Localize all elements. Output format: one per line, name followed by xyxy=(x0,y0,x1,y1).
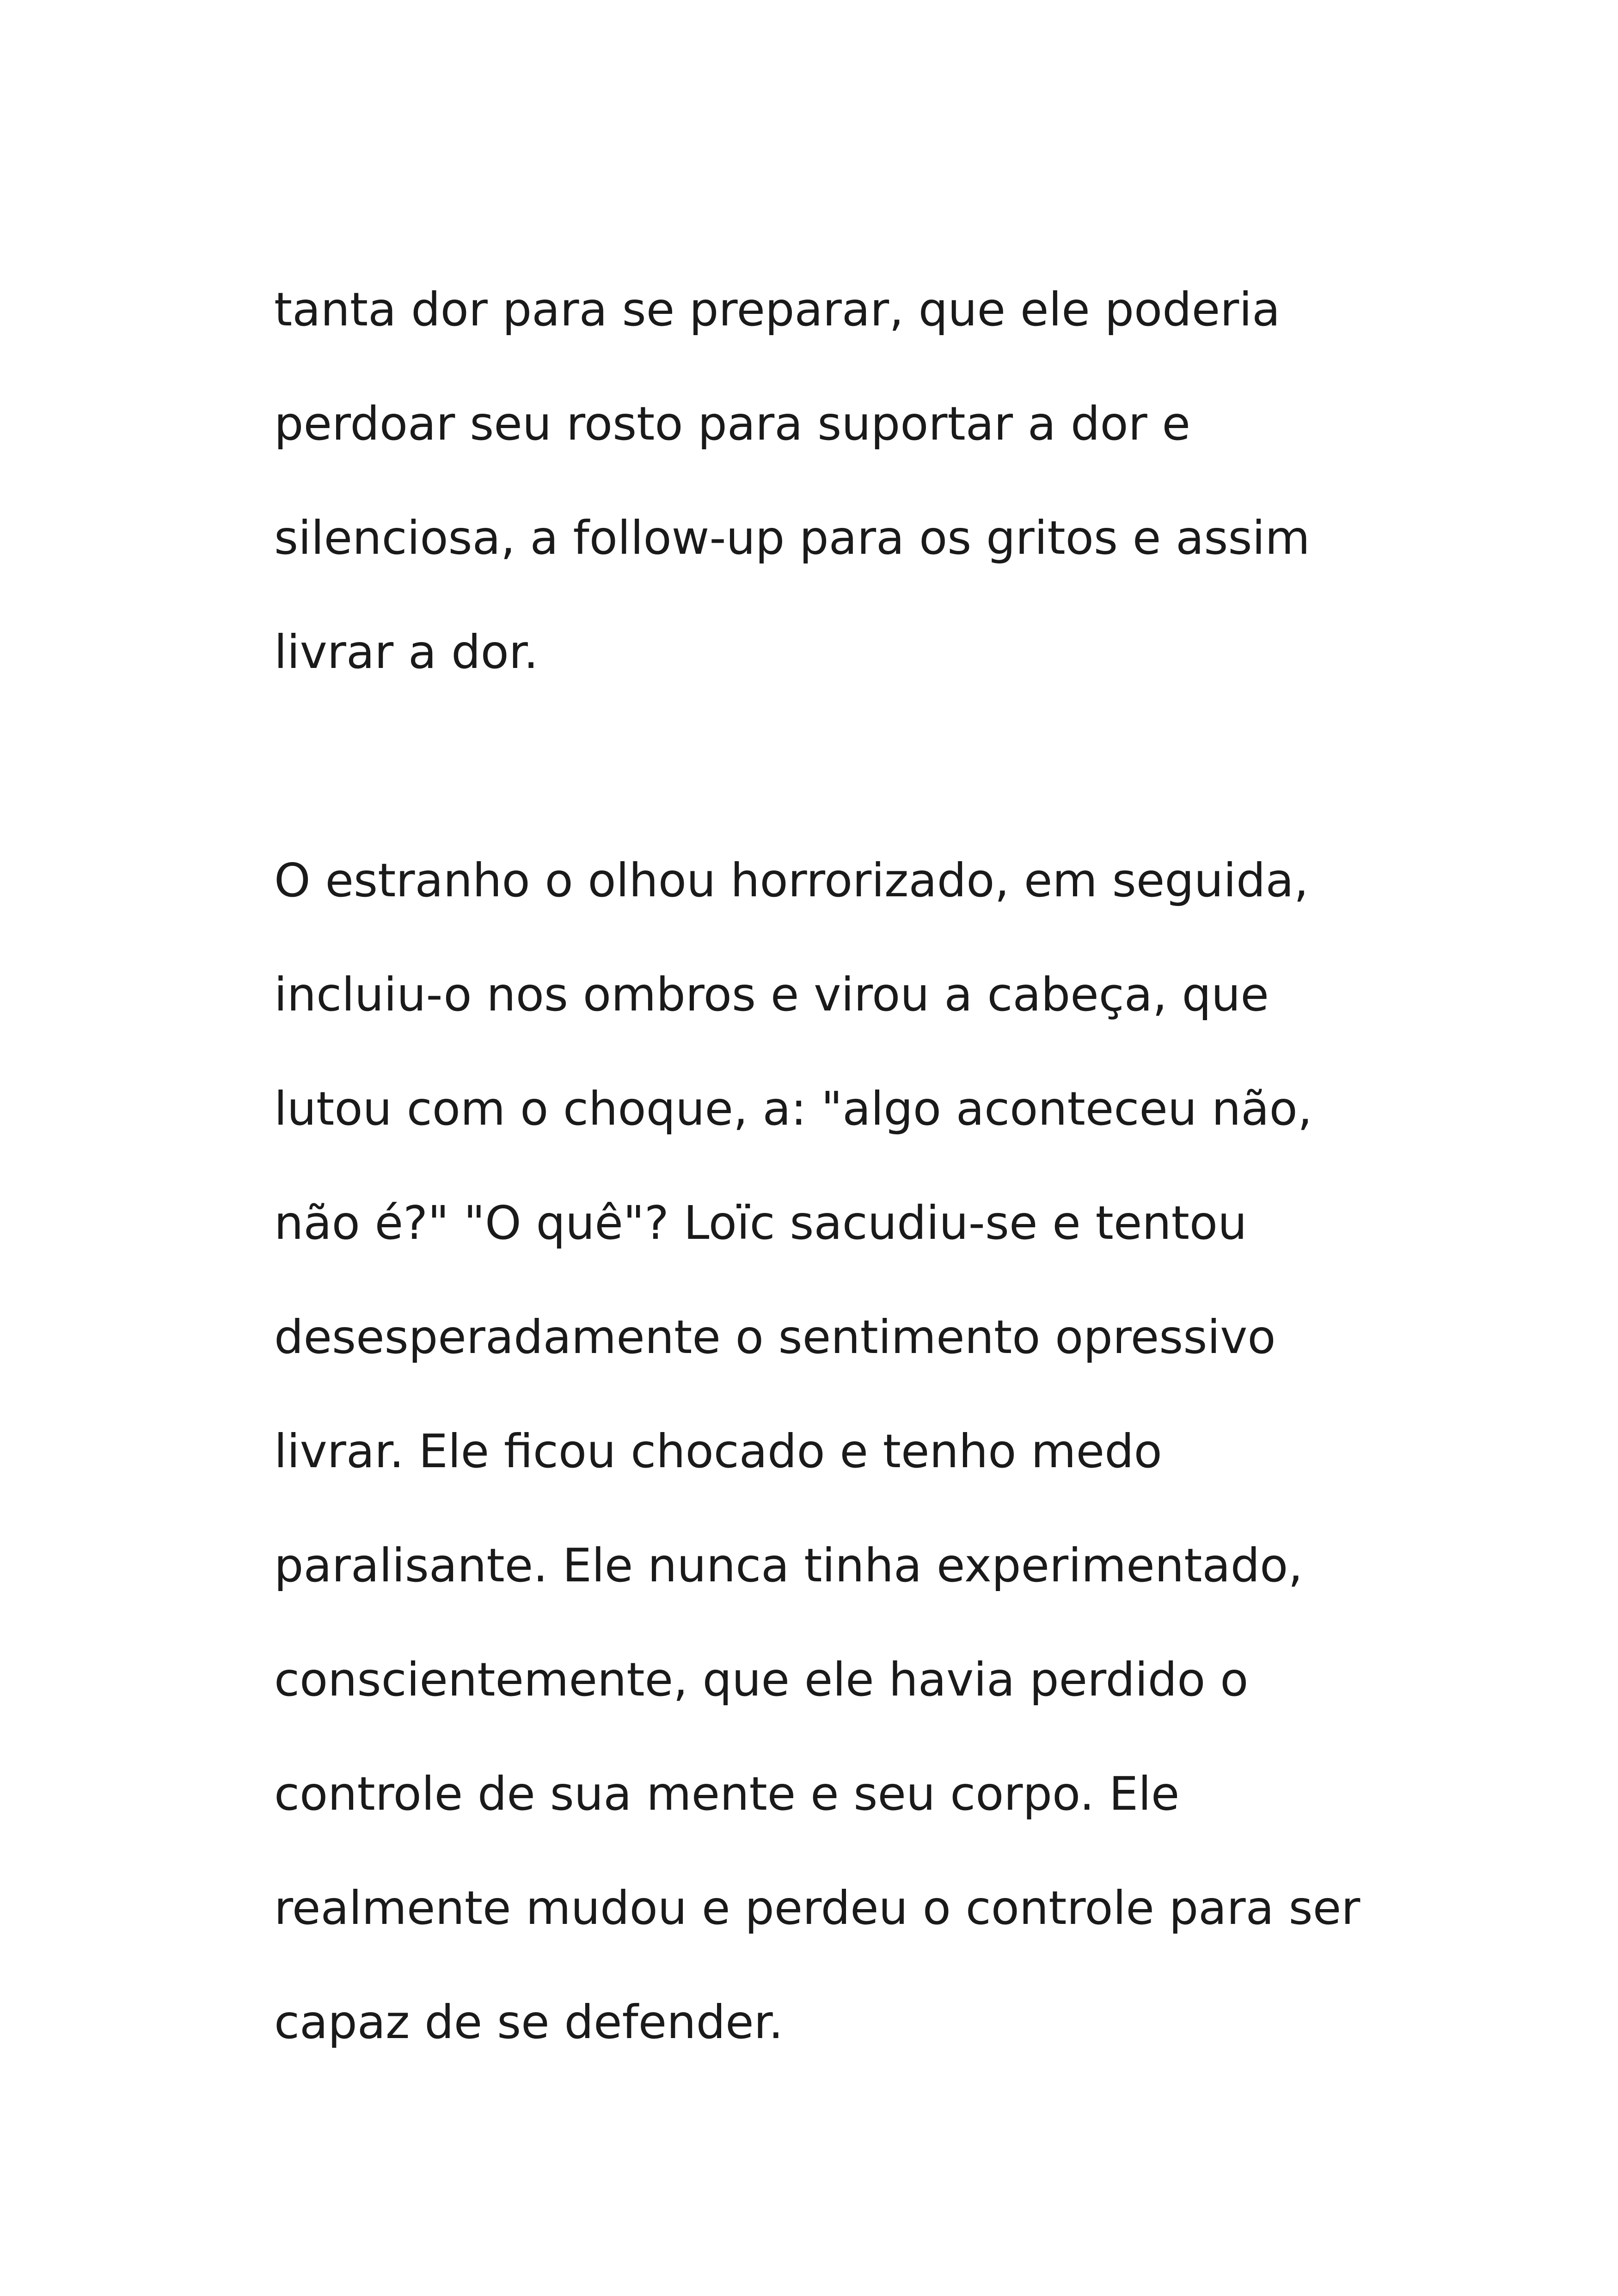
text-line: controle de sua mente e seu corpo. Ele xyxy=(274,1767,1180,1821)
text-line: capaz de se defender. xyxy=(274,1995,784,2049)
text-line: livrar. Ele ficou chocado e tenho medo xyxy=(274,1424,1162,1478)
text-line: realmente mudou e perdeu o controle para ser xyxy=(274,1881,1361,1935)
text-line: paralisante. Ele nunca tinha experimentado, xyxy=(274,1538,1303,1592)
text-line: não é?" "O quê"? Loïc sacudiu-se e tentou xyxy=(274,1196,1247,1250)
text-line: tanta dor para se preparar, que ele poderia xyxy=(274,282,1281,337)
text-line: lutou com o choque, a: "algo aconteceu não, xyxy=(274,1082,1312,1136)
text-line: O estranho o olhou horrorizado, em seguida, xyxy=(274,853,1309,907)
text-line: livrar a dor. xyxy=(274,625,539,679)
text-line: incluiu-o nos ombros e virou a cabeça, que xyxy=(274,967,1269,1022)
text-line: conscientemente, que ele havia perdido o xyxy=(274,1653,1249,1707)
text-line: perdoar seu rosto para suportar a dor e xyxy=(274,397,1191,451)
text-line: desesperadamente o sentimento opressivo xyxy=(274,1310,1276,1364)
text-line: silenciosa, a follow-up para os gritos e assim xyxy=(274,511,1310,565)
